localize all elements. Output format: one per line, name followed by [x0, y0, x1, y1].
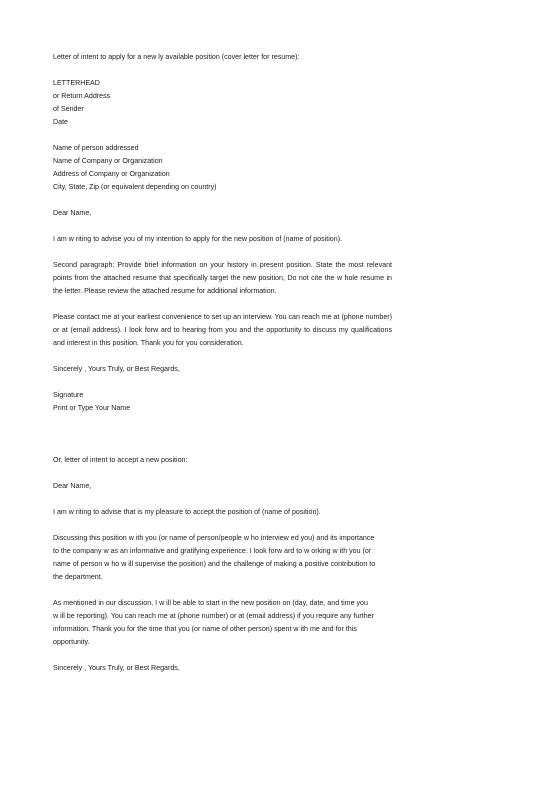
paragraph-5-line: Discussing this position w ith you (or name of person/people w ho interview ed you) and its importance — [53, 534, 375, 542]
paragraph-5-line: to the company w as an informative and gratifying experience. I look forw ard to w orking w ith you (or — [53, 547, 372, 555]
recipient-name-line: Name of person addressed — [53, 144, 139, 152]
return-address-line: or Return Address — [53, 92, 111, 100]
closing-1: Sincerely , Yours Truly, or Best Regards, — [53, 365, 180, 373]
company-name-line: Name of Company or Organization — [53, 157, 163, 165]
closing-2: Sincerely , Yours Truly, or Best Regards, — [53, 664, 180, 672]
paragraph-2: Second paragraph: Provide brief information on your history in present position. State the most relevant points from the attached resume that specifically target the new position, Do not cite the w hole resume in the letter. Please review the attached resume for additional information. — [53, 261, 392, 295]
printed-name-line: Print or Type Your Name — [53, 404, 131, 412]
letter-body — [53, 51, 392, 688]
sender-line: of Sender — [53, 105, 84, 113]
company-address-line: Address of Company or Organization — [53, 170, 170, 178]
paragraph-1: I am w riting to advise you of my intention to apply for the new position of (name of position). — [53, 235, 343, 243]
salutation-2: Dear Name, — [53, 482, 92, 490]
sender-block — [53, 77, 392, 129]
paragraph-5-line: name of person w ho w ill supervise the position) and the challenge of making a positive contribution to — [53, 560, 376, 568]
signature-line: Signature — [53, 391, 84, 399]
city-state-zip-line: City, State, Zip (or equivalent depending on country) — [53, 183, 217, 191]
intro-heading: Letter of intent to apply for a new ly available position (cover letter for resume): — [53, 53, 300, 61]
paragraph-6 — [53, 597, 392, 649]
paragraph-3: Please contact me at your earliest convenience to set up an interview. You can reach me at (phone number) or at (email address). I look forw ard to hearing from you and the opportunity to discuss my qualifications and interest in this position. Thank you for you consideration. — [53, 313, 392, 347]
recipient-block — [53, 142, 392, 194]
salutation-1: Dear Name, — [53, 209, 92, 217]
letterhead-line: LETTERHEAD — [53, 79, 100, 87]
paragraph-6-line: As mentioned in our discussion, I w ill be able to start in the new position on (day, date, and time you — [53, 599, 368, 607]
second-heading: Or, letter of intent to accept a new position: — [53, 456, 188, 464]
paragraph-5-line: the department. — [53, 573, 103, 581]
paragraph-6-line: opportunity. — [53, 638, 90, 646]
paragraph-6-line: information. Thank you for the time that you (or name of other person) spent w ith me and for this — [53, 625, 357, 633]
paragraph-4: I am w riting to advise that is my pleasure to accept the position of (name of position). — [53, 508, 321, 516]
signature-block — [53, 389, 392, 415]
date-line: Date — [53, 118, 68, 126]
paragraph-6-line: w ill be reporting). You can reach me at (phone number) or at (email address) if you require any further — [53, 612, 374, 620]
section-gap — [53, 428, 392, 454]
paragraph-5 — [53, 532, 392, 584]
